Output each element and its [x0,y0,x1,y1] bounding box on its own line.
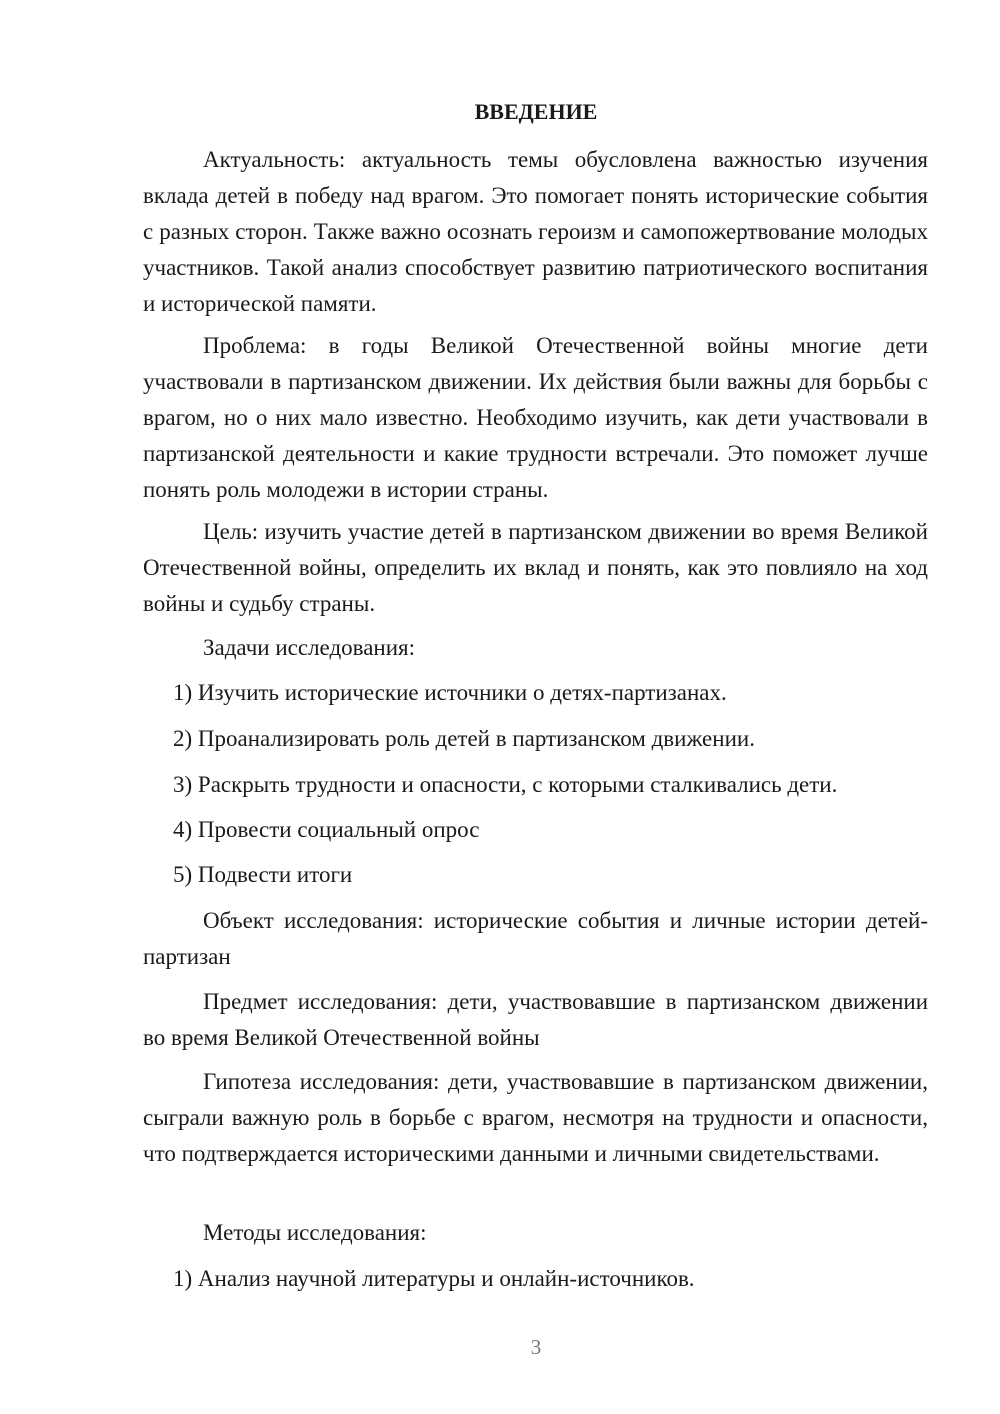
task-item: 2) Проанализировать роль детей в партизанском движении. [173,726,755,751]
paragraph-hypothesis: Гипотеза исследования: дети, участвовавшие в партизанском движении, сыграли важную роль в борьбе с врагом, несмотря на трудности и опасности, что подтверждается историческими данными и личными свидетельствами. [143,1069,928,1166]
page-title: ВВЕДЕНИЕ [474,99,598,124]
task-item: 4) Провести социальный опрос [173,817,480,842]
methods-title: Методы исследования: [203,1220,427,1245]
page-number: 3 [530,1335,542,1359]
task-item: 5) Подвести итоги [173,862,353,887]
task-item: 1) Изучить исторические источники о детях-партизанах. [173,680,727,705]
method-item: 1) Анализ научной литературы и онлайн-источников. [173,1266,695,1291]
paragraph-relevance: Актуальность: актуальность темы обусловлена важностью изучения вклада детей в победу над врагом. Это помогает понять исторические события с разных сторон. Также важно осознать героизм и самопожертвование молодых участников. Такой анализ способствует развитию патриотического воспитания и исторической памяти. [143,147,928,316]
tasks-title: Задачи исследования: [203,635,416,660]
paragraph-problem: Проблема: в годы Великой Отечественной войны многие дети участвовали в партизанском движении. Их действия были важны для борьбы с врагом, но о них мало известно. Необходимо изучить, как дети участвовали в партизанской деятельности и какие трудности встречали. Это поможет лучше понять роль молодежи в истории страны. [143,333,928,502]
paragraph-subject: Предмет исследования: дети, участвовавшие в партизанском движении во время Великой Отечественной войны [143,989,928,1050]
paragraph-goal: Цель: изучить участие детей в партизанском движении во время Великой Отечественной войны, определить их вклад и понять, как это повлияло на ход войны и судьбу страны. [143,519,928,616]
paragraph-object: Объект исследования: исторические события и личные истории детей-партизан [143,908,928,969]
task-item: 3) Раскрыть трудности и опасности, с которыми сталкивались дети. [173,772,838,797]
